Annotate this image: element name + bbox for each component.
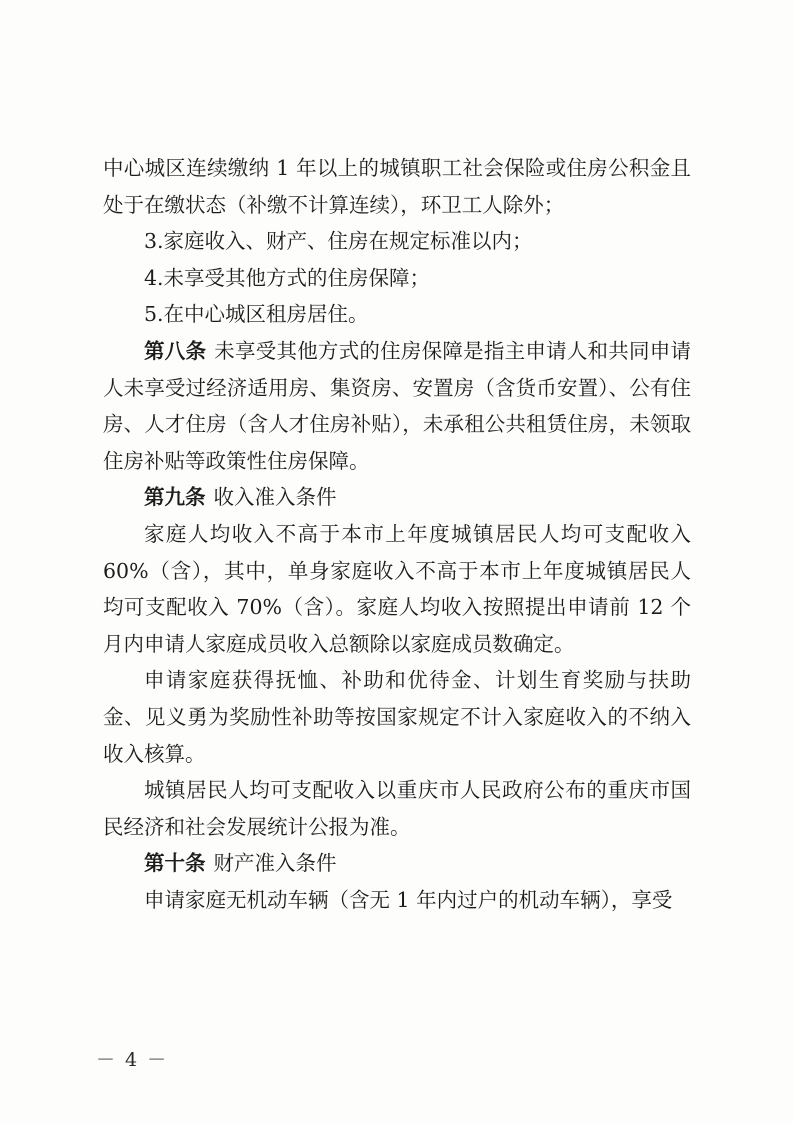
paragraph-text: 城镇居民人均可支配收入以重庆市人民政府公布的重庆市国民经济和社会发展统计公报为准。 bbox=[103, 778, 691, 839]
paragraph-text: 5.在中心城区租房居住。 bbox=[144, 302, 369, 327]
article-9 bbox=[103, 479, 691, 516]
article-heading: 第九条 bbox=[144, 485, 206, 510]
paragraph-text: 财产准入条件 bbox=[213, 851, 337, 876]
paragraph-1 bbox=[103, 150, 691, 223]
paragraph-9 bbox=[103, 772, 691, 845]
article-10 bbox=[103, 845, 691, 882]
paragraph-4 bbox=[103, 296, 691, 333]
paragraph-text: 家庭人均收入不高于本市上年度城镇居民人均可支配收入 60%（含），其中，单身家庭收入不高于本市上年度城镇居民人均可支配收入 70%（含）。家庭人均收入按照提出申请前 12 个月内申请人家庭成员收入总额除以家庭成员数确定。 bbox=[103, 521, 691, 656]
paragraph-7 bbox=[103, 516, 691, 662]
paragraph-text: 3.家庭收入、财产、住房在规定标准以内； bbox=[144, 229, 533, 254]
paragraph-2 bbox=[103, 223, 691, 260]
paragraph-text: 未享受其他方式的住房保障是指主申请人和共同申请人未享受过经济适用房、集资房、安置房（含货币安置）、公有住房、人才住房（含人才住房补贴），未承租公共租赁住房，未领取住房补贴等政策性住房保障。 bbox=[103, 338, 692, 473]
paragraph-text: 4.未享受其他方式的住房保障； bbox=[144, 265, 431, 290]
paragraph-text: 申请家庭获得抚恤、补助和优待金、计划生育奖励与扶助金、见义勇为奖励性补助等按国家规定不计入家庭收入的不纳入收入核算。 bbox=[103, 668, 691, 766]
paragraph-text: 收入准入条件 bbox=[213, 485, 337, 510]
paragraph-3 bbox=[103, 260, 691, 297]
article-8 bbox=[103, 333, 691, 479]
paragraph-11 bbox=[103, 882, 691, 919]
paragraph-8 bbox=[103, 662, 691, 772]
article-heading: 第十条 bbox=[144, 851, 206, 876]
page-number: － 4 － bbox=[96, 1049, 169, 1071]
body-text bbox=[103, 150, 691, 918]
paragraph-text: 中心城区连续缴纳 1 年以上的城镇职工社会保险或住房公积金且处于在缴状态（补缴不计算连续），环卫工人除外； bbox=[103, 156, 691, 217]
paragraph-text: 申请家庭无机动车辆（含无 1 年内过户的机动车辆），享受 bbox=[144, 887, 673, 912]
article-heading: 第八条 bbox=[144, 338, 207, 363]
